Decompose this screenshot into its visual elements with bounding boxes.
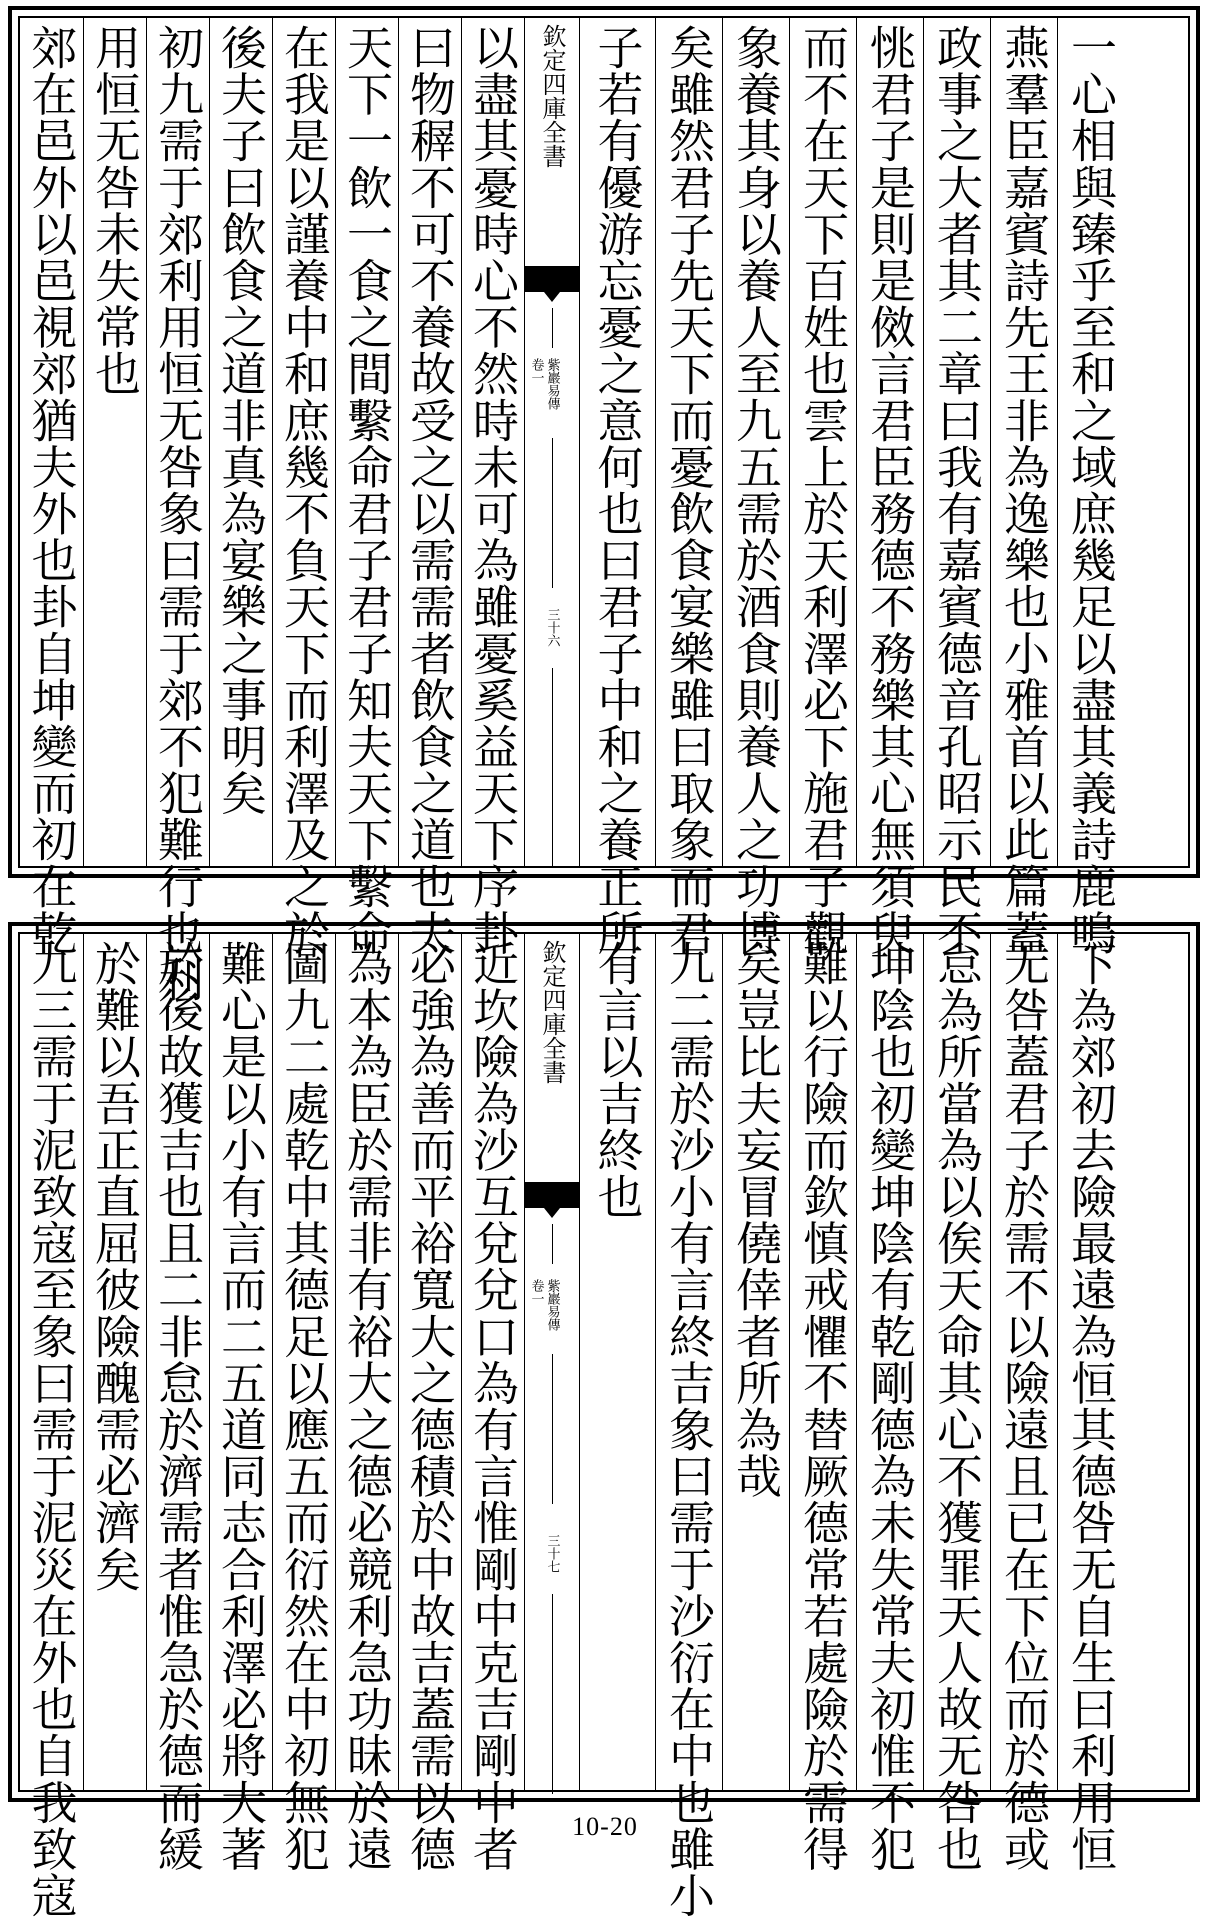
top-page-inner-frame (18, 16, 1190, 1003)
text-column (20, 934, 83, 1919)
column-text: 於難以吾正直屈彼險醜需必濟矣 (88, 940, 142, 1593)
gutter-title: 欽定四庫全書 (538, 24, 566, 168)
gutter-book-name: 紫巖易傳 (544, 358, 560, 410)
text-column (923, 934, 990, 1872)
text-column (335, 18, 398, 956)
column-text: 難以行險而欽慎戒懼不替厥德常若處險於需得 (796, 940, 850, 1872)
column-text: 矣雖然君子先天下而憂飲食宴樂雖曰取象而君 (662, 24, 716, 956)
text-column (722, 18, 789, 956)
fish-tail-mark (524, 266, 580, 292)
text-column (789, 934, 856, 1872)
text-column (20, 18, 83, 956)
column-text: 一心相與臻乎至和之域庶幾足以盡其義詩鹿鳴 (1064, 24, 1118, 956)
page-number: 10-20 (572, 1812, 638, 1841)
center-gutter (524, 18, 580, 866)
column-text: 曰物稺不可不養故受之以需需者飲食之道也夫 (403, 24, 457, 956)
column-text: 政事之大者其二章曰我有嘉賓德音孔昭示民不 (930, 24, 984, 956)
column-text: 下為郊初去險最遠為恒其德咎无自生曰利用恒 (1064, 940, 1118, 1872)
column-text: 有言以吉終也 (590, 940, 645, 1220)
gutter-line (552, 438, 553, 588)
column-text: 後夫子曰飲食之道非真為宴樂之事明矣 (214, 24, 268, 817)
text-column (209, 934, 272, 1872)
column-text: 无咎蓋君子於需不以險遠且已在下位而於德或 (997, 940, 1051, 1872)
gutter-book-name: 紫巖易傳 (544, 1279, 560, 1331)
text-column (990, 934, 1057, 1872)
text-column (83, 934, 146, 1790)
text-column (398, 934, 461, 1872)
text-column (580, 18, 655, 956)
text-column (1057, 18, 1124, 956)
column-text: 難心是以小有言而二五道同志合利澤必將大著 (214, 940, 268, 1872)
text-column (272, 18, 335, 956)
column-text: 而不在天下百姓也雲上於天利澤必下施君子觀 (796, 24, 850, 956)
gutter-line (552, 668, 553, 868)
gutter-title: 欽定四庫全書 (538, 940, 566, 1084)
text-column (856, 934, 923, 1872)
text-column (398, 18, 461, 956)
text-column (461, 18, 524, 956)
gutter-folio: 三十七 (544, 1534, 560, 1573)
column-text: 燕羣臣嘉賓詩先王非為逸樂也小雅首以此篇蓋 (997, 24, 1051, 956)
top-page-frame (8, 6, 1200, 1003)
column-text: 九二需於沙小有言終吉象曰需于沙衍在中也雖小 (662, 940, 716, 1919)
text-column (923, 18, 990, 956)
column-text: 初九需于郊利用恒无咎象曰需于郊不犯難行也利 (151, 24, 205, 1003)
column-text: 九三需于泥致寇至象曰需于泥災在外也自我致寇 (24, 940, 79, 1919)
column-text: 象養其身以養人至九五需於酒食則養人之功博 (729, 24, 783, 956)
column-text: 以盡其憂時心不然時未可為雖憂奚益天下序卦 (466, 24, 520, 956)
gutter-folio: 三十六 (544, 608, 560, 647)
gutter-volume: 卷一 (528, 358, 544, 384)
text-column (655, 18, 722, 956)
column-text: 圖九二處乾中其德足以應五而衍然在中初無犯 (277, 940, 331, 1872)
text-column (722, 934, 789, 1790)
center-gutter (524, 934, 580, 1790)
gutter-line (552, 1224, 553, 1264)
text-column (461, 934, 524, 1872)
column-text: 用恒无咎未失常也 (88, 24, 142, 397)
text-column (856, 18, 923, 956)
column-text: 矣豈比夫妄冒僥倖者所為哉 (729, 940, 783, 1500)
text-column (1057, 934, 1124, 1872)
column-text: 於後故獲吉也且二非怠於濟需者惟急於德而緩 (151, 940, 205, 1872)
column-text: 必強為善而平裕寬大之德積於中故吉蓋需以德 (403, 940, 457, 1872)
gutter-volume: 卷一 (528, 1279, 544, 1305)
text-column (990, 18, 1057, 956)
column-text: 天下一飲一食之間繫命君子君子知夫天下繫命 (340, 24, 394, 956)
column-text: 近坎險為沙互兌兌口為有言惟剛中克吉剛中者 (466, 940, 520, 1872)
column-text: 怠為所當為以俟天命其心不獲罪天人故无咎也 (930, 940, 984, 1872)
text-column (335, 934, 398, 1872)
column-text: 在我是以謹養中和庶幾不負天下而利澤及之於 (277, 24, 331, 956)
column-text: 為本為臣於需非有裕大之德必競利急功昧於遠 (340, 940, 394, 1872)
text-column (83, 18, 146, 866)
fish-tail-mark (524, 1182, 580, 1208)
text-column (272, 934, 335, 1872)
text-column (580, 934, 655, 1790)
column-text: 恌君子是則是傚言君臣務德不務樂其心無須臾 (863, 24, 917, 956)
gutter-line (552, 1354, 553, 1504)
text-column (146, 18, 209, 1003)
text-column (655, 934, 722, 1919)
text-column (146, 934, 209, 1872)
column-text: 坤陰也初變坤陰有乾剛德為未失常夫初惟不犯 (863, 940, 917, 1872)
column-text: 郊在邑外以邑視郊猶夫外也卦自坤變而初在乾 (24, 24, 79, 956)
text-column (789, 18, 856, 956)
gutter-line (552, 1594, 553, 1794)
gutter-line (552, 308, 553, 348)
text-column (209, 18, 272, 866)
column-text: 子若有優游忘憂之意何也曰君子中和之養正所 (590, 24, 645, 956)
